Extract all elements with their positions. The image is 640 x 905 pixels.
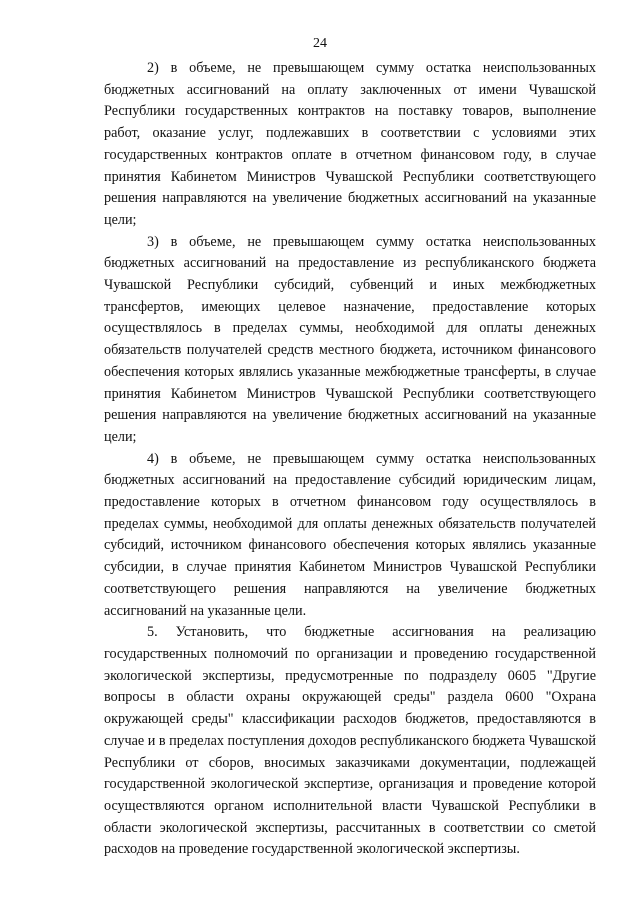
paragraph-point-5: 5. Установить, что бюджетные ассигнования на реализацию государственных полномочий по организации и проведению государственной экологической экспертизы, предусмотренные по подразделу 0605 "Другие вопросы в области охраны окружающей среды" раздела 0600 "Охрана окружающей среды" классификации расходов бюджетов, предоставляются в случае и в пределах поступления доходов республиканского бюджета Чувашской Республики от сборов, вносимых заказчиками документации, подлежащей государственной экологической экспертизе, организация и проведение которой осуществляются органом исполнительной власти Чувашской Республики в области экологической экспертизы, рассчитанных в соответствии со сметой расходов на проведение государственной экологической экспертизы. <box>104 624 596 858</box>
paragraph-item-4: 4) в объеме, не превышающем сумму остатка неиспользованных бюджетных ассигнований на предоставление субсидий юридическим лицам, предоставление которых в отчетном финансовом году осуществлялось в пределах суммы, необходимой для оплаты денежных обязательств получателей субсидий, источником финансового обеспечения которых являлись указанные субсидии, в случае принятия Кабинетом Министров Чувашской Республики соответствующего решения направляются на увеличение бюджетных ассигнований на указанные цели. <box>104 450 596 619</box>
page-number: 24 <box>313 36 327 51</box>
body-text <box>104 58 596 861</box>
paragraph-item-2: 2) в объеме, не превышающем сумму остатка неиспользованных бюджетных ассигнований на оплату заключенных от имени Чувашской Республики государственных контрактов на поставку товаров, выполнение работ, оказание услуг, подлежавших в соответствии с условиями этих государственных контрактов оплате в отчетном финансовом году, в случае принятия Кабинетом Министров Чувашской Республики соответствующего решения направляются на увеличение бюджетных ассигнований на указанные цели; <box>104 60 596 228</box>
paragraph-item-3: 3) в объеме, не превышающем сумму остатка неиспользованных бюджетных ассигнований на предоставление из республиканского бюджета Чувашской Республики субсидий, субвенций и иных межбюджетных трансфертов, имеющих целевое назначение, предоставление которых осуществлялось в пределах суммы, необходимой для оплаты денежных обязательств получателей средств местного бюджета, источником финансового обеспечения которых являлись указанные межбюджетные трансферты, в случае принятия Кабинетом Министров Чувашской Республики соответствующего решения направляются на увеличение бюджетных ассигнований на указанные цели; <box>104 233 596 445</box>
